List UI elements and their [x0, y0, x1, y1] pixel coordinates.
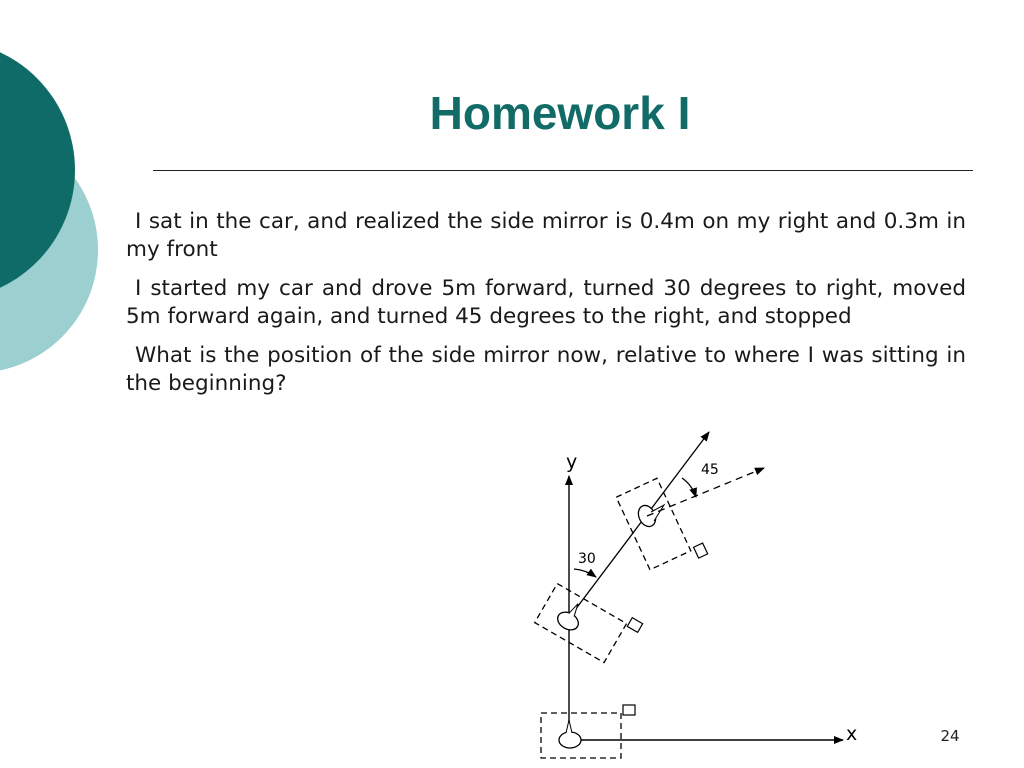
paragraph-drive-instructions: I started my car and drove 5m forward, turned 30 degrees to right, moved 5m forward again, and turned 45 degrees to the right, and stopped: [126, 276, 966, 329]
x-axis-label: x: [846, 723, 858, 745]
heading-line-30: [569, 432, 709, 618]
car-body-outline: [541, 713, 621, 758]
paragraph-mirror-position: I sat in the car, and realized the side mirror is 0.4m on my right and 0.3m in my front: [126, 209, 966, 262]
angle-label-30: 30: [578, 551, 596, 567]
side-mirror: [694, 543, 708, 558]
y-axis-label: y: [566, 451, 578, 473]
title-divider: [153, 170, 973, 171]
side-mirror: [623, 705, 635, 715]
driver-seat: [554, 609, 581, 634]
angle-arc-30: [574, 569, 596, 577]
angle-arc-45: [682, 478, 696, 497]
paragraph-question: What is the position of the side mirror now, relative to where I was sitting in the beginning?: [126, 343, 966, 396]
car-final-position: [616, 472, 708, 579]
side-mirror: [627, 618, 642, 633]
page-number: 24: [940, 727, 960, 745]
slide-title: Homework I: [429, 87, 691, 139]
decorative-circles: [0, 0, 110, 420]
heading-marker: [566, 720, 572, 733]
angle-label-45: 45: [701, 462, 719, 478]
car-body-outline: [535, 584, 627, 663]
driver-seat: [559, 732, 581, 748]
slide-body: [126, 208, 966, 409]
car-start: [541, 705, 635, 758]
car-motion-diagram: [520, 420, 900, 768]
car-after-first-turn: [535, 577, 643, 670]
